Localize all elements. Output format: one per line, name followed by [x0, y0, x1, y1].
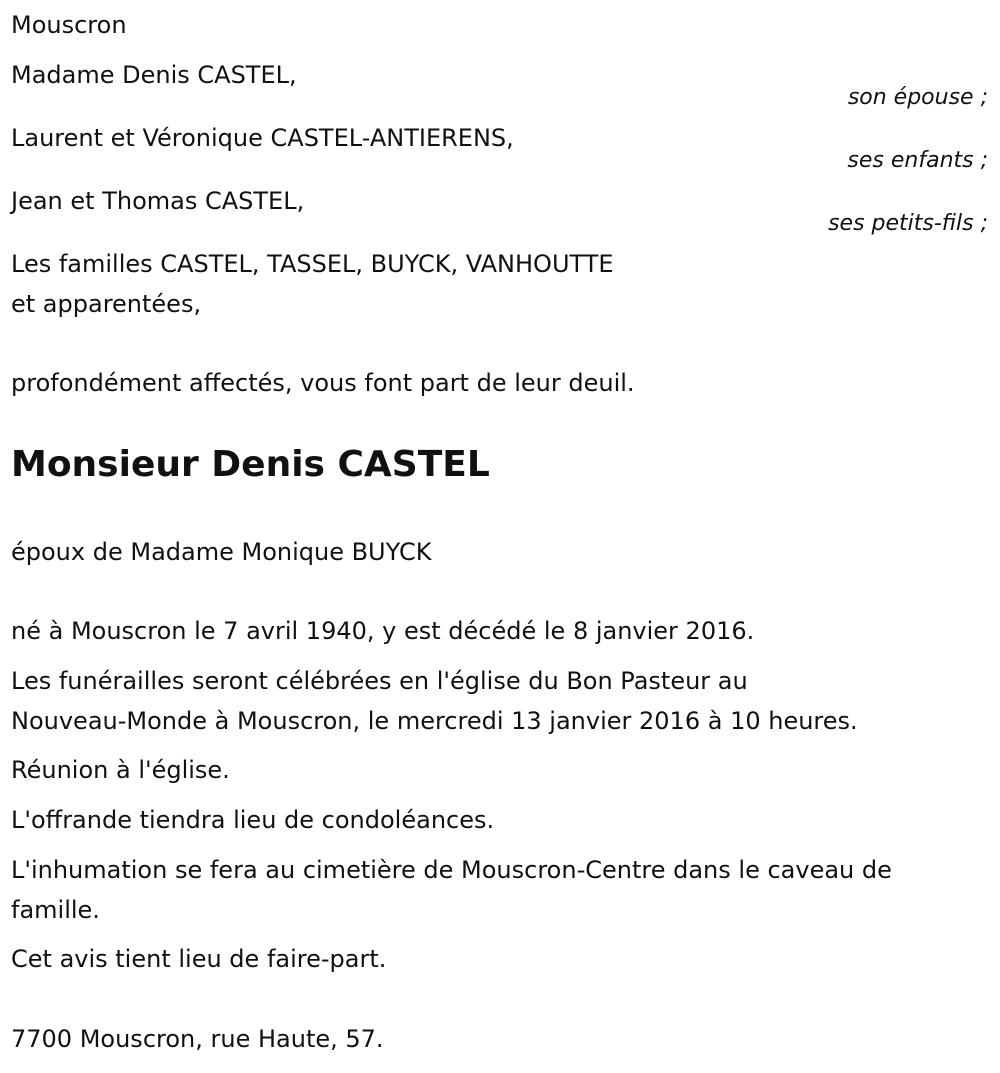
- mourner-grandchildren-names: Jean et Thomas CASTEL,: [11, 187, 305, 215]
- mourner-children-names: Laurent et Véronique CASTEL-ANTIERENS,: [11, 124, 514, 152]
- birth-death-line: né à Mouscron le 7 avril 1940, y est décédé le 8 janvier 2016.: [11, 617, 755, 645]
- meeting-line: Réunion à l'église.: [11, 756, 230, 784]
- families-line-2: et apparentées,: [11, 290, 202, 318]
- offering-line: L'offrande tiendra lieu de condoléances.: [11, 806, 495, 834]
- mourner-grandchildren-relation: ses petits-fils ;: [828, 211, 988, 236]
- burial-line-1: L'inhumation se fera au cimetière de Mouscron-Centre dans le caveau de: [11, 856, 892, 884]
- deceased-name: Monsieur Denis CASTEL: [11, 444, 490, 485]
- mourner-spouse-name: Madame Denis CASTEL,: [11, 61, 297, 89]
- funeral-line-2: Nouveau-Monde à Mouscron, le mercredi 13 janvier 2016 à 10 heures.: [11, 707, 858, 735]
- funeral-line-1: Les funérailles seront célébrées en l'église du Bon Pasteur au: [11, 667, 748, 695]
- notice-note: Cet avis tient lieu de faire-part.: [11, 945, 387, 973]
- mourner-spouse-relation: son épouse ;: [847, 85, 988, 110]
- announcement-text: profondément affectés, vous font part de leur deuil.: [11, 369, 635, 397]
- burial-line-2: famille.: [11, 896, 100, 924]
- spouse-line: époux de Madame Monique BUYCK: [11, 538, 432, 566]
- city-heading: Mouscron: [11, 11, 127, 39]
- address-line: 7700 Mouscron, rue Haute, 57.: [11, 1025, 384, 1053]
- families-line-1: Les familles CASTEL, TASSEL, BUYCK, VANHOUTTE: [11, 250, 614, 278]
- mourner-children-relation: ses enfants ;: [847, 148, 988, 173]
